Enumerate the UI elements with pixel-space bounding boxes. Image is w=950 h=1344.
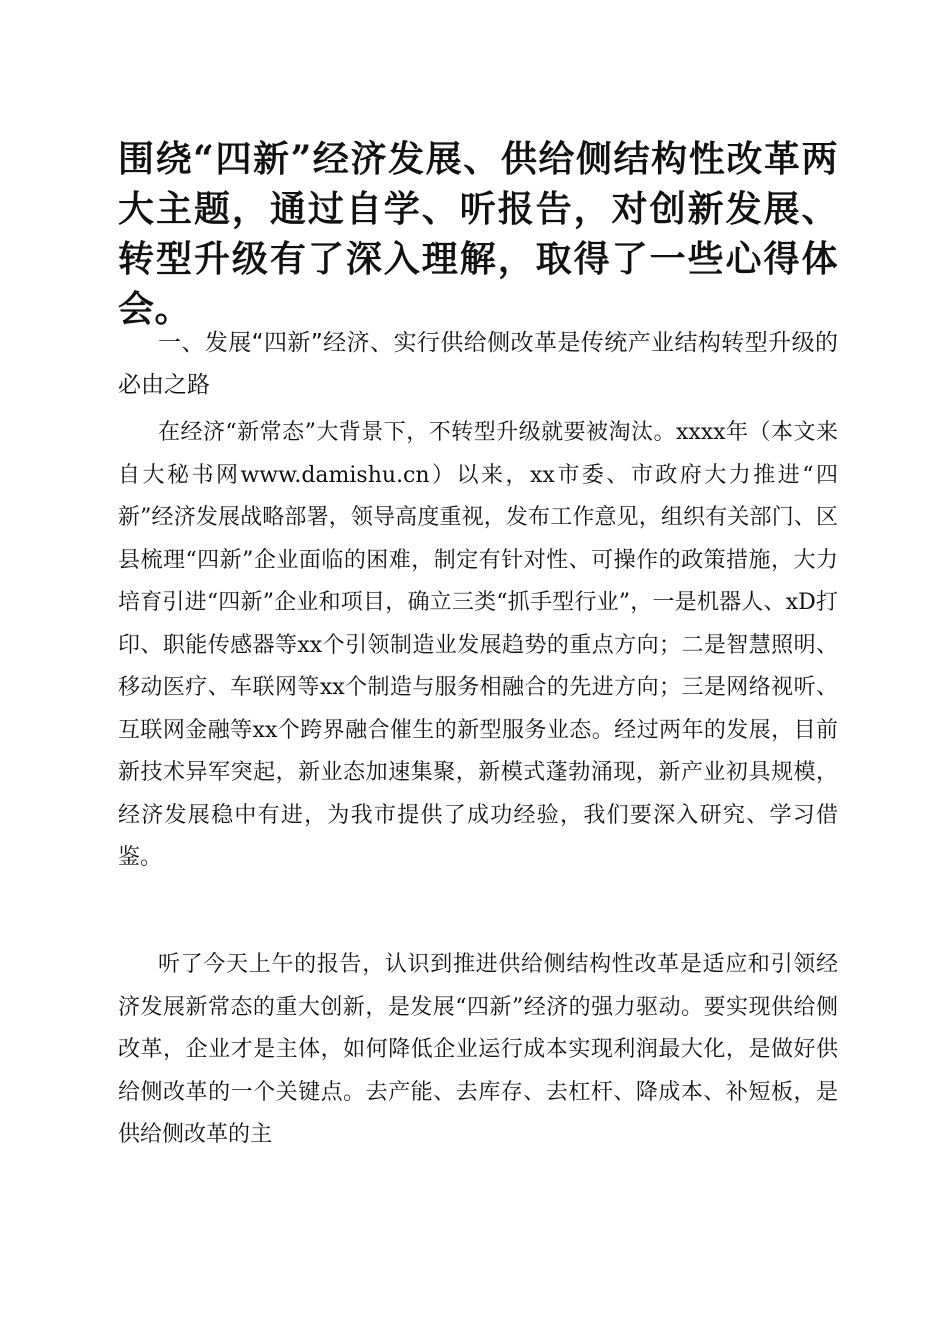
document-title: 围绕“四新”经济发展、供给侧结构性改革两大主题，通过自学、听报告，对创新发展、转型升级有了深入理解，取得了一些心得体会。 <box>118 138 838 330</box>
body-paragraph: 在经济“新常态”大背景下，不转型升级就要被淘汰。xxxx年（本文来自大秘书网www.damishu.cn）以来，xx市委、市政府大力推进“四新”经济发展战略部署，领导高度重视，发布工作意见，组织有关部门、区县梳理“四新”企业面临的困难，制定有针对性、可操作的政策措施，大力培育引进“四新”企业和项目，确立三类“抓手型行业”，一是机器人、xD打印、职能传感器等xx个引领制造业发展趋势的重点方向；二是智慧照明、移动医疗、车联网等xx个制造与服务相融合的先进方向；三是网络视听、互联网金融等xx个跨界融合催生的新型服务业态。经过两年的发展，目前新技术异军突起，新业态加速集聚，新模式蓬勃涌现，新产业初具规模，经济发展稳中有进，为我市提供了成功经验，我们要深入研究、学习借鉴。 <box>118 420 838 870</box>
body-paragraph: 听了今天上午的报告，认识到推进供给侧结构性改革是适应和引领经济发展新常态的重大创新，是发展“四新”经济的强力驱动。要实现供给侧改革，企业才是主体，如何降低企业运行成本实现利润最大化，是做好供给侧改革的一个关键点。去产能、去库存、去杠杆、降成本、补短板，是供给侧改革的主 <box>118 952 838 1147</box>
section-heading: 一、发展“四新”经济、实行供给侧改革是传统产业结构转型升级的必由之路 <box>118 330 838 398</box>
